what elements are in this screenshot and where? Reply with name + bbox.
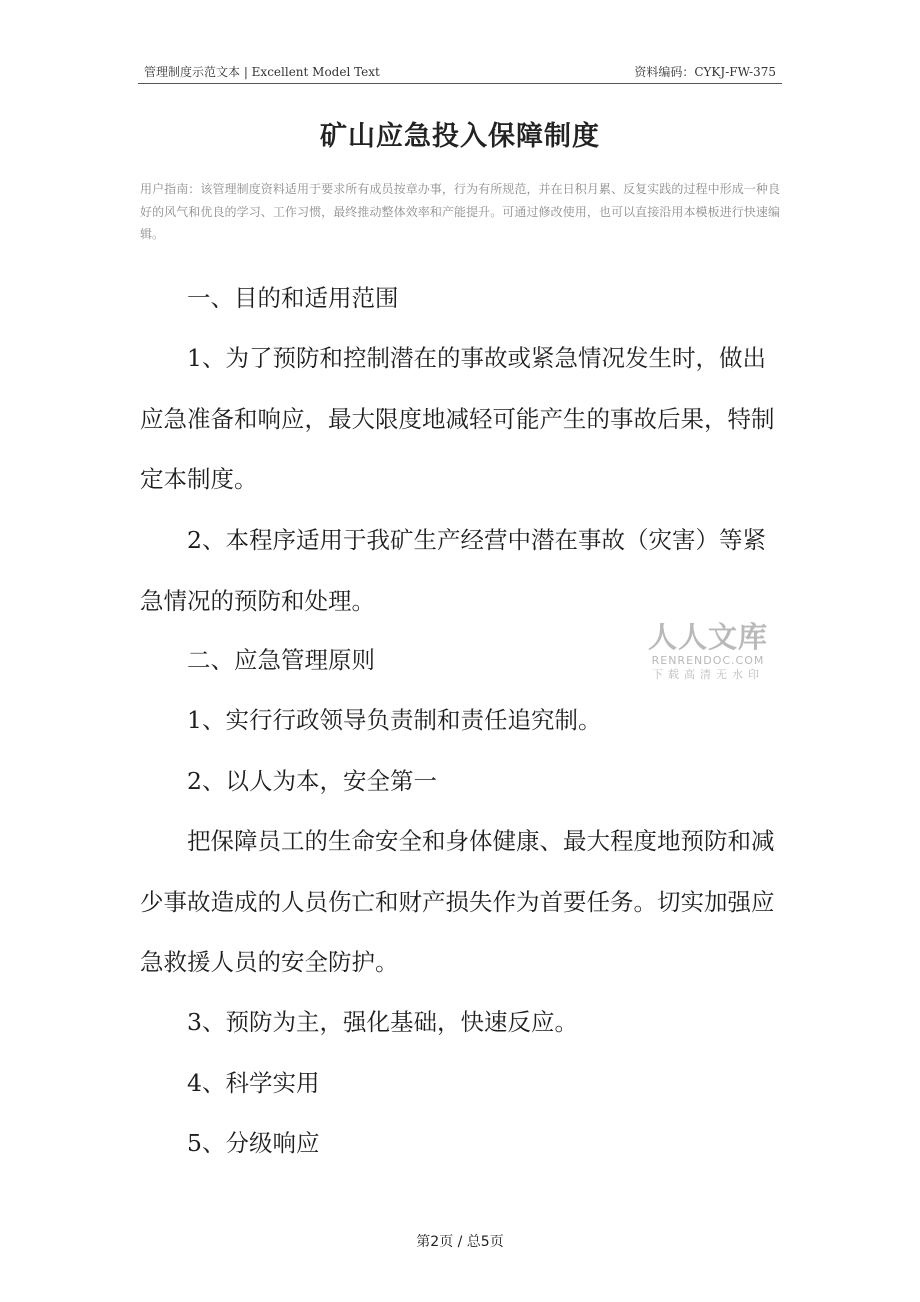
watermark-logo — [646, 620, 770, 682]
page-number: 第2页 / 总5页 — [416, 1234, 504, 1250]
paragraph-principle-5: 5、分级响应 — [187, 1129, 320, 1157]
section-heading-purpose: 一、目的和适用范围 — [187, 284, 399, 312]
user-guide-text: 用户指南：该管理制度资料适用于要求所有成员按章办事，行为有所规范，并在日积月累、反复实践的过程中形成一种良好的风气和优良的学习、工作习惯，最终推动整体效率和产能提升。可通过修改使用，也可以直接沿用本模板进行快速编辑。 — [140, 182, 780, 241]
watermark-domain: RENRENDOC.COM — [651, 654, 765, 667]
paragraph-principle-4: 4、科学实用 — [187, 1069, 320, 1097]
paragraph-principle-3: 3、预防为主，强化基础，快速反应。 — [187, 1008, 578, 1036]
section-heading-principles: 二、应急管理原则 — [187, 646, 375, 674]
page-header — [138, 61, 782, 84]
paragraph-purpose-1: 1、为了预防和控制潜在的事故或紧急情况发生时，做出应急准备和响应，最大限度地减轻可能产生的事故后果，特制定本制度。 — [140, 344, 775, 493]
paragraph-principle-2-detail: 把保障员工的生命安全和身体健康、最大程度地预防和减少事故造成的人员伤亡和财产损失作为首要任务。切实加强应急救援人员的安全防护。 — [140, 827, 775, 976]
watermark-note: 下载高清无水印 — [652, 668, 764, 681]
paragraph-principle-1: 1、实行行政领导负责制和责任追究制。 — [187, 706, 602, 734]
paragraph-principle-2: 2、以人为本，安全第一 — [187, 767, 437, 795]
header-doc-type: 管理制度示范文本 | Excellent Model Text — [144, 65, 380, 79]
paragraph-purpose-2: 2、本程序适用于我矿生产经营中潜在事故（灾害）等紧急情况的预防和处理。 — [140, 526, 766, 615]
document-title: 矿山应急投入保障制度 — [320, 121, 600, 152]
header-doc-code: 资料编码：CYKJ-FW-375 — [634, 65, 776, 79]
watermark-brand: 人人文库 — [647, 620, 768, 654]
